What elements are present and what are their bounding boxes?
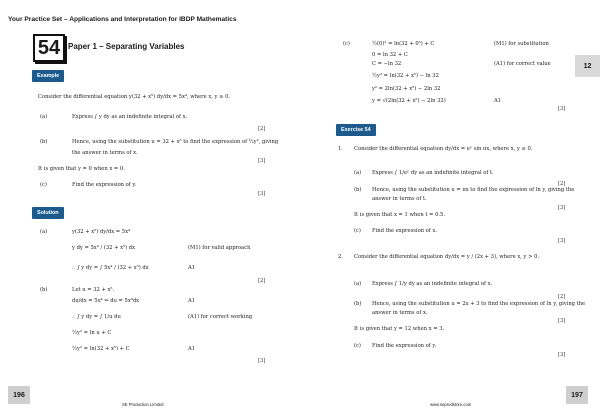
solution-b-line-2: du/dx = 5x⁴ ⇒ du = 5x⁴dx: [72, 298, 140, 304]
solution-a-line-3: ∴ ∫ y dy = ∫ 5x⁴ / (32 + x⁵) dx: [72, 265, 149, 271]
solution-a-line-2: y dy = 5x⁴ / (32 + x⁵) dx: [72, 245, 136, 251]
exercise-q1-b-text: Hence, using the substitution u = πx to find the expression of ln y, giving the: [372, 187, 575, 193]
example-part-a-label: (a): [40, 114, 48, 120]
exercise-q2-c-label: (c): [354, 343, 361, 349]
book-header: Your Practice Set – Applications and Interpretation for IBDP Mathematics: [8, 16, 237, 23]
exercise-q1-c-text: Find the expression of x.: [372, 228, 437, 234]
exercise-q2-c-mark: [3]: [558, 352, 566, 358]
solution-a-note-1: (M1) for valid approach: [188, 245, 251, 251]
solution-a-label: (a): [40, 229, 48, 235]
right-page-number: 197: [566, 386, 588, 404]
exercise-q1-number: 1.: [338, 146, 343, 152]
solution-a-note-2: A1: [188, 265, 196, 271]
exercise-q2-a-text: Express ∫ 1/y dy as an indefinite integral of x.: [372, 281, 493, 287]
exercise-q1-given: It is given that x = 1 when t = 0.5.: [354, 212, 445, 218]
example-part-c-label: (c): [40, 182, 47, 188]
example-part-c-mark: [3]: [258, 191, 266, 197]
left-page-number: 196: [8, 386, 30, 404]
exercise-q1-c-label: (c): [354, 228, 361, 234]
example-part-b-text2: the answer in terms of x.: [72, 150, 138, 156]
exercise-q1-intro-pre: Consider the differential equation: [354, 146, 444, 152]
solution-c-note-3: A1: [494, 98, 502, 104]
publisher-name: SE Production Limited: [122, 402, 164, 407]
solution-c-line-5: y² = 2ln(32 + x⁵) − 2ln 32: [372, 86, 441, 92]
solution-c-note-1: (M1) for substitution: [494, 41, 549, 47]
exercise-q2-b-label: (b): [354, 301, 362, 307]
solution-tag: Solution: [32, 207, 64, 219]
solution-c-note-2: (A1) for correct value: [494, 61, 551, 67]
solution-c-line-1: ½(0)² = ln(32 + 0⁵) + C: [372, 41, 435, 47]
exercise-q1-a-label: (a): [354, 170, 362, 176]
example-part-b-label: (b): [40, 139, 48, 145]
solution-c-mark: [3]: [558, 106, 566, 112]
chapter-side-tab: 12: [575, 55, 600, 77]
exercise-q2-b-text: Hence, using the substitution u = 2x + 3 to find the expression of ln y, giving the: [372, 301, 586, 307]
example-intro: [38, 94, 230, 100]
exercise-q2-intro-pre: Consider the differential equation: [354, 254, 444, 260]
exercise-q2-intro-post: , where x, y > 0.: [495, 254, 540, 260]
exercise-q1-a-mark: [2]: [558, 181, 566, 187]
solution-c-label: (c): [343, 41, 350, 47]
example-intro-eq: y(32 + x⁵) dy/dx = 5x⁴: [128, 94, 187, 100]
exercise-q2-b-text2: answer in terms of x.: [372, 310, 428, 316]
exercise-q1-b-mark: [3]: [558, 205, 566, 211]
chapter-title: Paper 1 – Separating Variables: [68, 42, 185, 51]
solution-b-line-5: ½y² = ln(32 + x⁵) + C: [72, 346, 130, 352]
exercise-q1-intro-eq: dy/dx = eʸ sin πx: [444, 146, 490, 152]
example-tag: Example: [32, 70, 64, 82]
exercise-q1-intro: [354, 146, 532, 152]
solution-b-note-1: A1: [188, 298, 196, 304]
exercise-q2-intro: [354, 254, 539, 260]
solution-b-line-4: ½y² = ln u + C: [72, 330, 112, 336]
exercise-q2-number: 2.: [338, 254, 343, 260]
exercise-q2-intro-eq: dy/dx = y / (2x + 3): [444, 254, 496, 260]
example-part-a-text: Express ∫ y dy as an indefinite integral of x.: [72, 114, 188, 120]
solution-a-line-1: y(32 + x⁵) dy/dx = 5x⁴: [72, 229, 131, 235]
solution-c-line-3: C = −ln 32: [372, 61, 402, 67]
exercise-q2-given: It is given that y = 12 when x = 3.: [354, 326, 445, 332]
solution-b-note-3: A1: [188, 346, 196, 352]
exercise-q1-b-text2: answer in terms of t.: [372, 196, 427, 202]
example-intro-pre: Consider the differential equation: [38, 94, 128, 100]
solution-a-mark: [2]: [258, 278, 266, 284]
solution-c-line-6: y = √(2ln(32 + x⁵) − 2ln 32): [372, 98, 446, 104]
chapter-number-box: 54: [33, 34, 65, 62]
publisher-website: www.seprodstore.com: [430, 402, 472, 407]
solution-b-line-3: ∴ ∫ y dy = ∫ 1/u du: [72, 314, 121, 320]
exercise-tag: Exercise 54: [336, 124, 376, 136]
example-given: It is given that y = 0 when x = 0.: [38, 166, 125, 172]
exercise-q1-intro-post: , where x, y ≥ 0.: [489, 146, 533, 152]
exercise-q2-a-label: (a): [354, 281, 362, 287]
solution-c-line-2: 0 = ln 32 + C: [372, 52, 408, 58]
exercise-q2-a-mark: [2]: [558, 294, 566, 300]
example-part-a-mark: [2]: [258, 126, 266, 132]
solution-b-note-2: (A1) for correct working: [188, 314, 253, 320]
example-part-c-text: Find the expression of y.: [72, 182, 137, 188]
solution-b-mark: [3]: [258, 358, 266, 364]
exercise-q1-b-label: (b): [354, 187, 362, 193]
example-part-b-mark: [3]: [258, 158, 266, 164]
solution-b-label: (b): [40, 287, 48, 293]
solution-b-line-1: Let u = 32 + x⁵.: [72, 287, 115, 293]
exercise-q2-c-text: Find the expression of y.: [372, 343, 437, 349]
exercise-q1-c-mark: [3]: [558, 238, 566, 244]
solution-c-line-4: ½y² = ln(32 + x⁵) − ln 32: [372, 73, 439, 79]
exercise-q1-a-text: Express ∫ 1/eʸ dy as an indefinite integral of t.: [372, 170, 494, 176]
example-part-b-text: Hence, using the substitution u = 32 + x⁵ to find the expression of ½y², giving: [72, 139, 279, 145]
example-intro-post: , where x, y ≥ 0.: [186, 94, 231, 100]
exercise-q2-b-mark: [3]: [558, 318, 566, 324]
